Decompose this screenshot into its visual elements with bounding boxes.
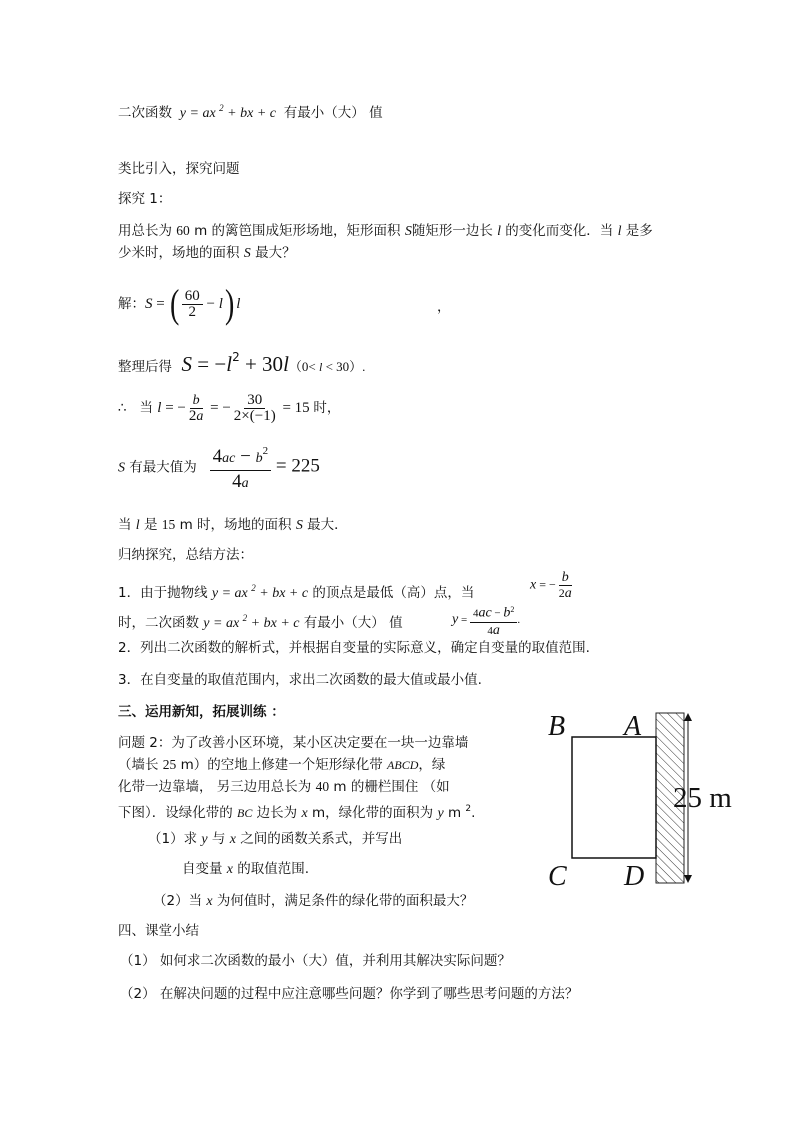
section4-q1: （1） 如何求二次函数的最小（大）值，并利用其解决实际问题？: [120, 953, 511, 969]
label-b: B: [548, 711, 566, 742]
explore1-label: 探究 1：: [118, 191, 172, 207]
summary-vertex-y: y = $\frac{4ac - b^2}{4a}$ .: [452, 602, 520, 639]
section-intro: 类比引入，探究问题: [118, 161, 240, 177]
summary-item1-line2: 时，二次函数 y = ax $^2$ + bx + c 有最小（大） 值: [118, 613, 403, 631]
solution-comma: ，: [437, 299, 451, 315]
label-d: D: [624, 861, 645, 890]
section3-heading: 三、运用新知，拓展训练 ：: [118, 704, 285, 720]
solution-max-line: S 有最大值为 $\frac{4ac - b^2}{4a}$ = 225: [118, 440, 320, 495]
summary-item2: 2．列出二次函数的解析式，并根据自变量的实际意义，确定自变量的取值范围.: [118, 640, 590, 656]
rearrange-label: 整理后得: [118, 359, 172, 375]
summary-item1-line1: 1．由于抛物线 y = ax $^2$ + bx + c 的顶点是最低（高）点，当: [118, 583, 475, 601]
section3-q1-line1: （1）求 y 与 x 之间的函数关系式，并写出: [148, 831, 403, 847]
wall-length-label: 25 m: [673, 782, 732, 814]
label-a: A: [624, 711, 642, 742]
section3-problem-line2: （墙长 25 m）的空地上修建一个矩形绿化带 ABCD，绿: [118, 757, 446, 773]
therefore-symbol: ∴: [118, 400, 127, 416]
when-label: 当: [139, 400, 153, 416]
title-suffix: 有最小（大） 值: [283, 105, 383, 121]
section3-problem-line3: 化带一边靠墙， 另三边用总长为 40 m 的栅栏围住 （如: [118, 779, 450, 795]
dimension-arrow-bottom: [684, 875, 692, 883]
section4-q2: （2） 在解决问题的过程中应注意哪些问题？你学到了哪些思考问题的方法？: [120, 986, 579, 1002]
explore1-problem-line2: 少米时，场地的面积 S 最大？: [118, 245, 296, 261]
when-suffix: 时，: [313, 400, 341, 416]
title-formula: y = ax $^2$ + bx + c: [176, 103, 280, 121]
solution-s-formula: 解：S = ( $\frac{60}{2}$ − l) l: [118, 281, 241, 326]
solution-conclusion: 当 l 是 15 m 时，场地的面积 S 最大．: [118, 517, 348, 533]
title-line: [118, 99, 383, 123]
summary-heading: 归纳探究，总结方法：: [118, 547, 253, 563]
section3-problem-line4: 下图）．设绿化带的 BC 边长为 x m，绿化带的面积为 y m $^2$.: [118, 804, 476, 821]
section4-heading: 四、课堂小结: [118, 923, 199, 939]
garden-figure: [540, 705, 760, 890]
dimension-arrow-top: [684, 713, 692, 721]
solution-vertex-line: ∴ 当 l = − $\frac{b}{2a}$ = − $\frac{30}{2\times(-1)}$ = 15 时，: [118, 391, 341, 424]
summary-item3: 3．在自变量的取值范围内，求出二次函数的最大值或最小值.: [118, 672, 482, 688]
title-prefix: 二次函数: [118, 105, 172, 121]
section3-problem-line1: 问题 2：为了改善小区环境，某小区决定要在一块一边靠墙: [118, 735, 469, 751]
solution-rearranged: 整理后得 S = −l2 + 30l（0< l < 30）.: [118, 350, 366, 376]
garden-rectangle: [572, 737, 656, 858]
solution-label: 解：: [118, 296, 145, 312]
explore1-problem-line1: 用总长为 60 m 的篱笆围成矩形场地，矩形面积 S随矩形一边长 l 的变化而变化．当 l 是多: [118, 223, 653, 239]
label-c: C: [548, 861, 567, 890]
section3-q1-line2: 自变量 x 的取值范围.: [182, 861, 310, 877]
summary-vertex-x: x = − $\frac{b}{2a}$: [530, 570, 572, 601]
section3-q2: （2）当 x 为何值时，满足条件的绿化带的面积最大？: [153, 893, 474, 909]
